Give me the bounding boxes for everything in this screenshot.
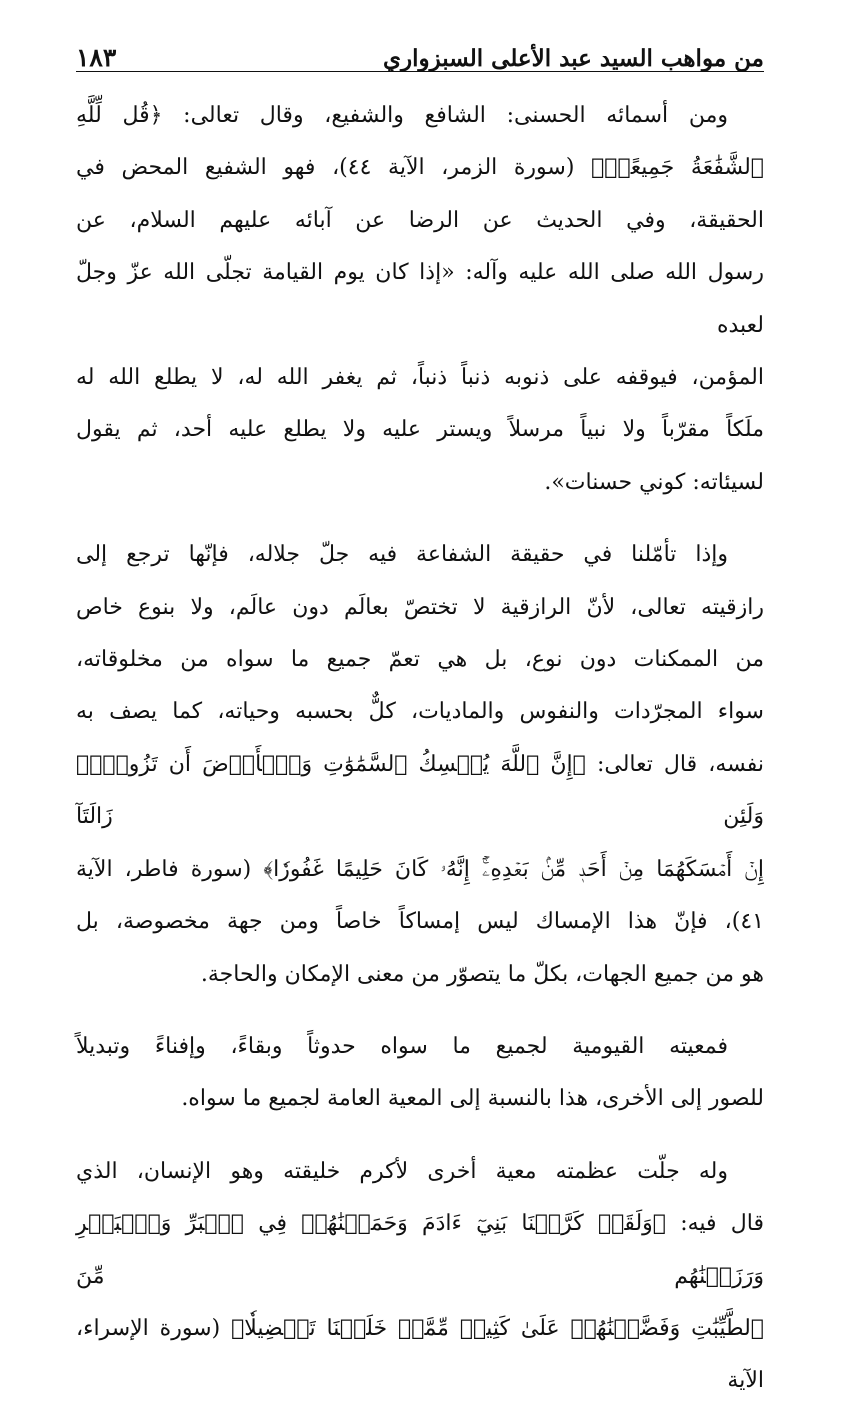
header-rule xyxy=(76,71,764,72)
text-line: ٤١)، فإنّ هذا الإمساك ليس إمساكاً خاصاً ومن جهة مخصوصة، بل xyxy=(76,909,764,935)
page-header xyxy=(76,30,764,70)
running-title: من مواهب السيد عبد الأعلى السبزواري xyxy=(382,45,764,72)
text-line: نفسه، قال تعالى: ﴿إِنَّ ٱللَّهَ يُمۡسِكُ ٱلسَّمَٰوَٰتِ وَٱلۡأَرۡضَ أَن تَزُولَاۚ وَلَئِن زَالَتَآ xyxy=(76,751,764,830)
text-line: ملَكاً مقرّباً ولا نبياً مرسلاً ويستر عليه ولا يطلع عليه أحد، ثم يقول xyxy=(76,417,764,443)
text-line: قال فيه: ﴿وَلَقَدۡ كَرَّمۡنَا بَنِيٓ ءَادَمَ وَحَمَلۡنَٰهُمۡ فِي ٱلۡبَرِّ وَٱلۡبَحۡرِ وَرَزَقۡنَٰهُم مِّنَ xyxy=(76,1211,764,1289)
text-line: لسيئاته: كوني حسنات». xyxy=(544,469,764,495)
body-text xyxy=(76,90,764,1428)
text-line: فمعيته القيومية لجميع ما سواه حدوثاً وبقاءً، وإفناءً وتبديلاً xyxy=(76,1033,728,1059)
text-line: سواء المجرّدات والنفوس والماديات، كلٌّ بحسبه وحياته، كما يصف به xyxy=(76,699,764,725)
text-line: إِنۡ أَمۡسَكَهُمَا مِنۡ أَحَدٖ مِّنۢ بَعۡدِهِۦٓۚ إِنَّهُۥ كَانَ حَلِيمًا غَفُورٗا﴾ (سورة فاطر، الآية xyxy=(76,856,764,882)
text-line: رسول الله صلى الله عليه وآله: «إذا كان يوم القيامة تجلّى الله عزّ وجلّ لعبده xyxy=(76,260,764,338)
text-line: الحقيقة، وفي الحديث عن الرضا عن آبائه عليهم السلام، عن xyxy=(76,207,764,233)
page-number: ١٨٣ xyxy=(76,43,117,72)
paragraph xyxy=(76,1021,764,1126)
text-line: ٱلطَّيِّبَٰتِ وَفَضَّلۡنَٰهُمۡ عَلَىٰ كَثِيرٖ مِّمَّنۡ خَلَقۡنَا تَفۡضِيلٗا﴾ (سورة الإسراء، الآية xyxy=(76,1315,764,1394)
text-line: المؤمن، فيوقفه على ذنوبه ذنباً ذنباً، ثم يغفر الله له، لا يطلع الله له xyxy=(76,365,764,391)
text-line: وله جلّت عظمته معية أخرى لأكرم خليقته وهو الإنسان، الذي xyxy=(76,1158,728,1184)
text-line: للصور إلى الأخرى، هذا بالنسبة إلى المعية العامة لجميع ما سواه. xyxy=(181,1086,764,1112)
text-line: من الممكنات دون نوع، بل هي تعمّ جميع ما سواه من مخلوقاته، xyxy=(76,647,764,673)
text-line: رازقيته تعالى، لأنّ الرازقية لا تختصّ بعالَم دون عالَم، ولا بنوع خاص xyxy=(76,594,764,620)
text-line: ٱلشَّفَٰعَةُ جَمِيعًاۖ﴾ (سورة الزمر، الآية ٤٤)، فهو الشفيع المحض في xyxy=(76,155,764,181)
text-line: هو من جميع الجهات، بكلّ ما يتصوّر من معنى الإمكان والحاجة. xyxy=(200,961,764,987)
text-line: ومن أسمائه الحسنى: الشافع والشفيع، وقال تعالى: ﴿قُل لِّلَّهِ xyxy=(76,103,728,128)
paragraph xyxy=(76,529,764,1001)
paragraph xyxy=(76,90,764,509)
paragraph xyxy=(76,1146,764,1408)
text-line: وإذا تأمّلنا في حقيقة الشفاعة فيه جلّ جلاله، فإنّها ترجع إلى xyxy=(76,542,728,568)
